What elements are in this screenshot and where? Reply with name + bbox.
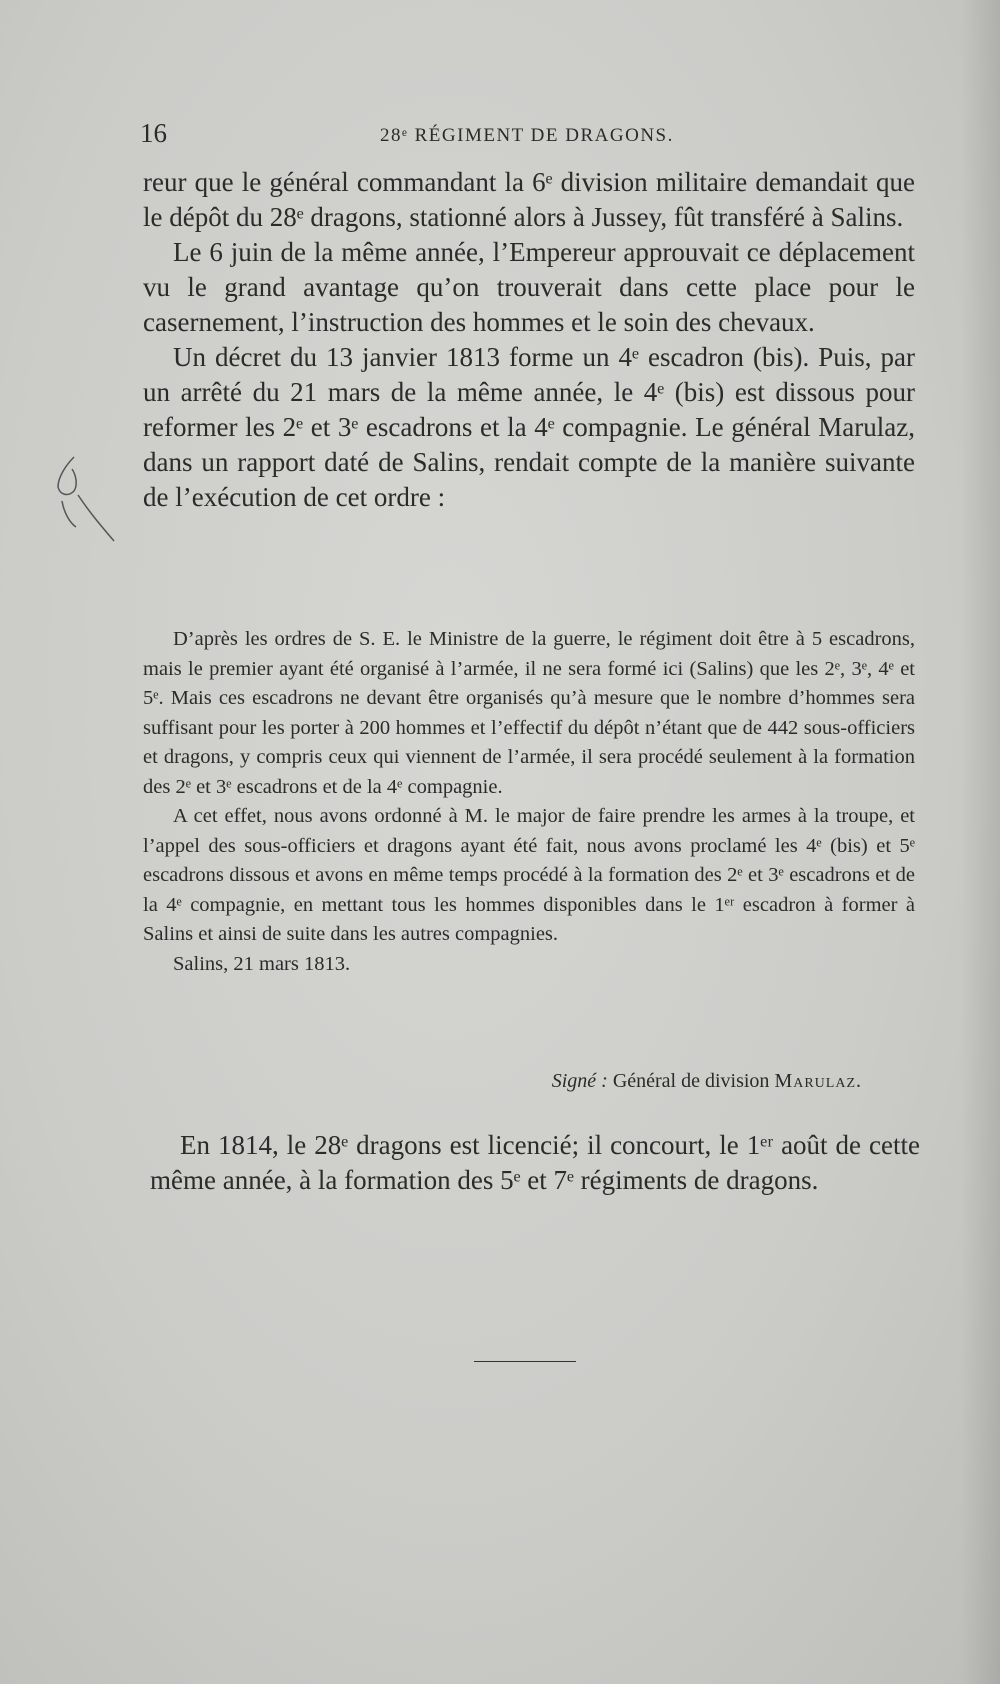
page-edge-shadow <box>960 0 1000 1684</box>
quote-paragraph-2: A cet effet, nous avons ordonné à M. le major de faire prendre les armes à la troupe, et l’appel des sous-officiers et dragons ayant été fait, nous avons proclamé les 4ᵉ (bis) et 5ᵉ escadrons dissous et avons en même temps procédé à la formation des 2ᵉ et 3ᵉ escadrons et de la 4ᵉ compagnie, en mettant tous les hommes disponibles dans le 1ᵉʳ escadron à former à Salins et ainsi de suite dans les autres compagnies. <box>143 805 915 945</box>
paragraph-3: Un décret du 13 janvier 1813 forme un 4ᵉ escadron (bis). Puis, par un arrêté du 21 mars de la même année, le 4ᵉ (bis) est dissous pour reformer les 2ᵉ et 3ᵉ escadrons et la 4ᵉ compagnie. Le général Marulaz, dans un rapport daté de Salins, rendait compte de la manière suivante de l’exécution de cet ordre : <box>143 342 915 512</box>
paragraph-1: reur que le général commandant la 6ᵉ division militaire demandait que le dépôt du 28ᵉ dragons, stationné alors à Jussey, fût transféré à Salins. <box>143 167 915 232</box>
handwritten-margin-mark <box>52 455 122 545</box>
quote-paragraph-1: D’après les ordres de S. E. le Ministre de la guerre, le régiment doit être à 5 escadrons, mais le premier ayant été organisé à l’armée, il ne sera formé ici (Salins) que les 2ᵉ, 3ᵉ, 4ᵉ et 5ᵉ. Mais ces escadrons ne devant être organisés qu’à mesure que le nombre d’hommes sera suffisant pour les porter à 200 hommes et l’effectif du dépôt n’étant que de 442 sous-officiers et dragons, y compris ceux qui viennent de l’armée, il sera procédé seulement à la formation des 2ᵉ et 3ᵉ escadrons et de la 4ᵉ compagnie. <box>143 628 915 798</box>
page-number: 16 <box>140 118 167 148</box>
signature-name: Marulaz. <box>774 1070 862 1092</box>
quoted-report <box>143 625 915 979</box>
end-rule <box>474 1361 576 1362</box>
signature-title: Général de division <box>612 1070 770 1092</box>
signed-label: Signé : <box>551 1070 608 1092</box>
signature-line <box>552 1070 862 1093</box>
paragraph-4: En 1814, le 28ᵉ dragons est licencié; il concourt, le 1ᵉʳ août de cette même année, à la formation des 5ᵉ et 7ᵉ régiments de dragons. <box>150 1130 920 1195</box>
closing-text <box>150 1128 920 1198</box>
body-text <box>143 165 915 515</box>
paragraph-2: Le 6 juin de la même année, l’Empereur approuvait ce déplacement vu le grand avantage qu’on trouverait dans cette place pour le casernement, l’instruction des hommes et le soin des chevaux. <box>143 237 915 337</box>
quote-date-line: Salins, 21 mars 1813. <box>173 952 351 975</box>
page-header <box>140 118 920 154</box>
running-title: 28ᵉ RÉGIMENT DE DRAGONS. <box>380 125 674 146</box>
